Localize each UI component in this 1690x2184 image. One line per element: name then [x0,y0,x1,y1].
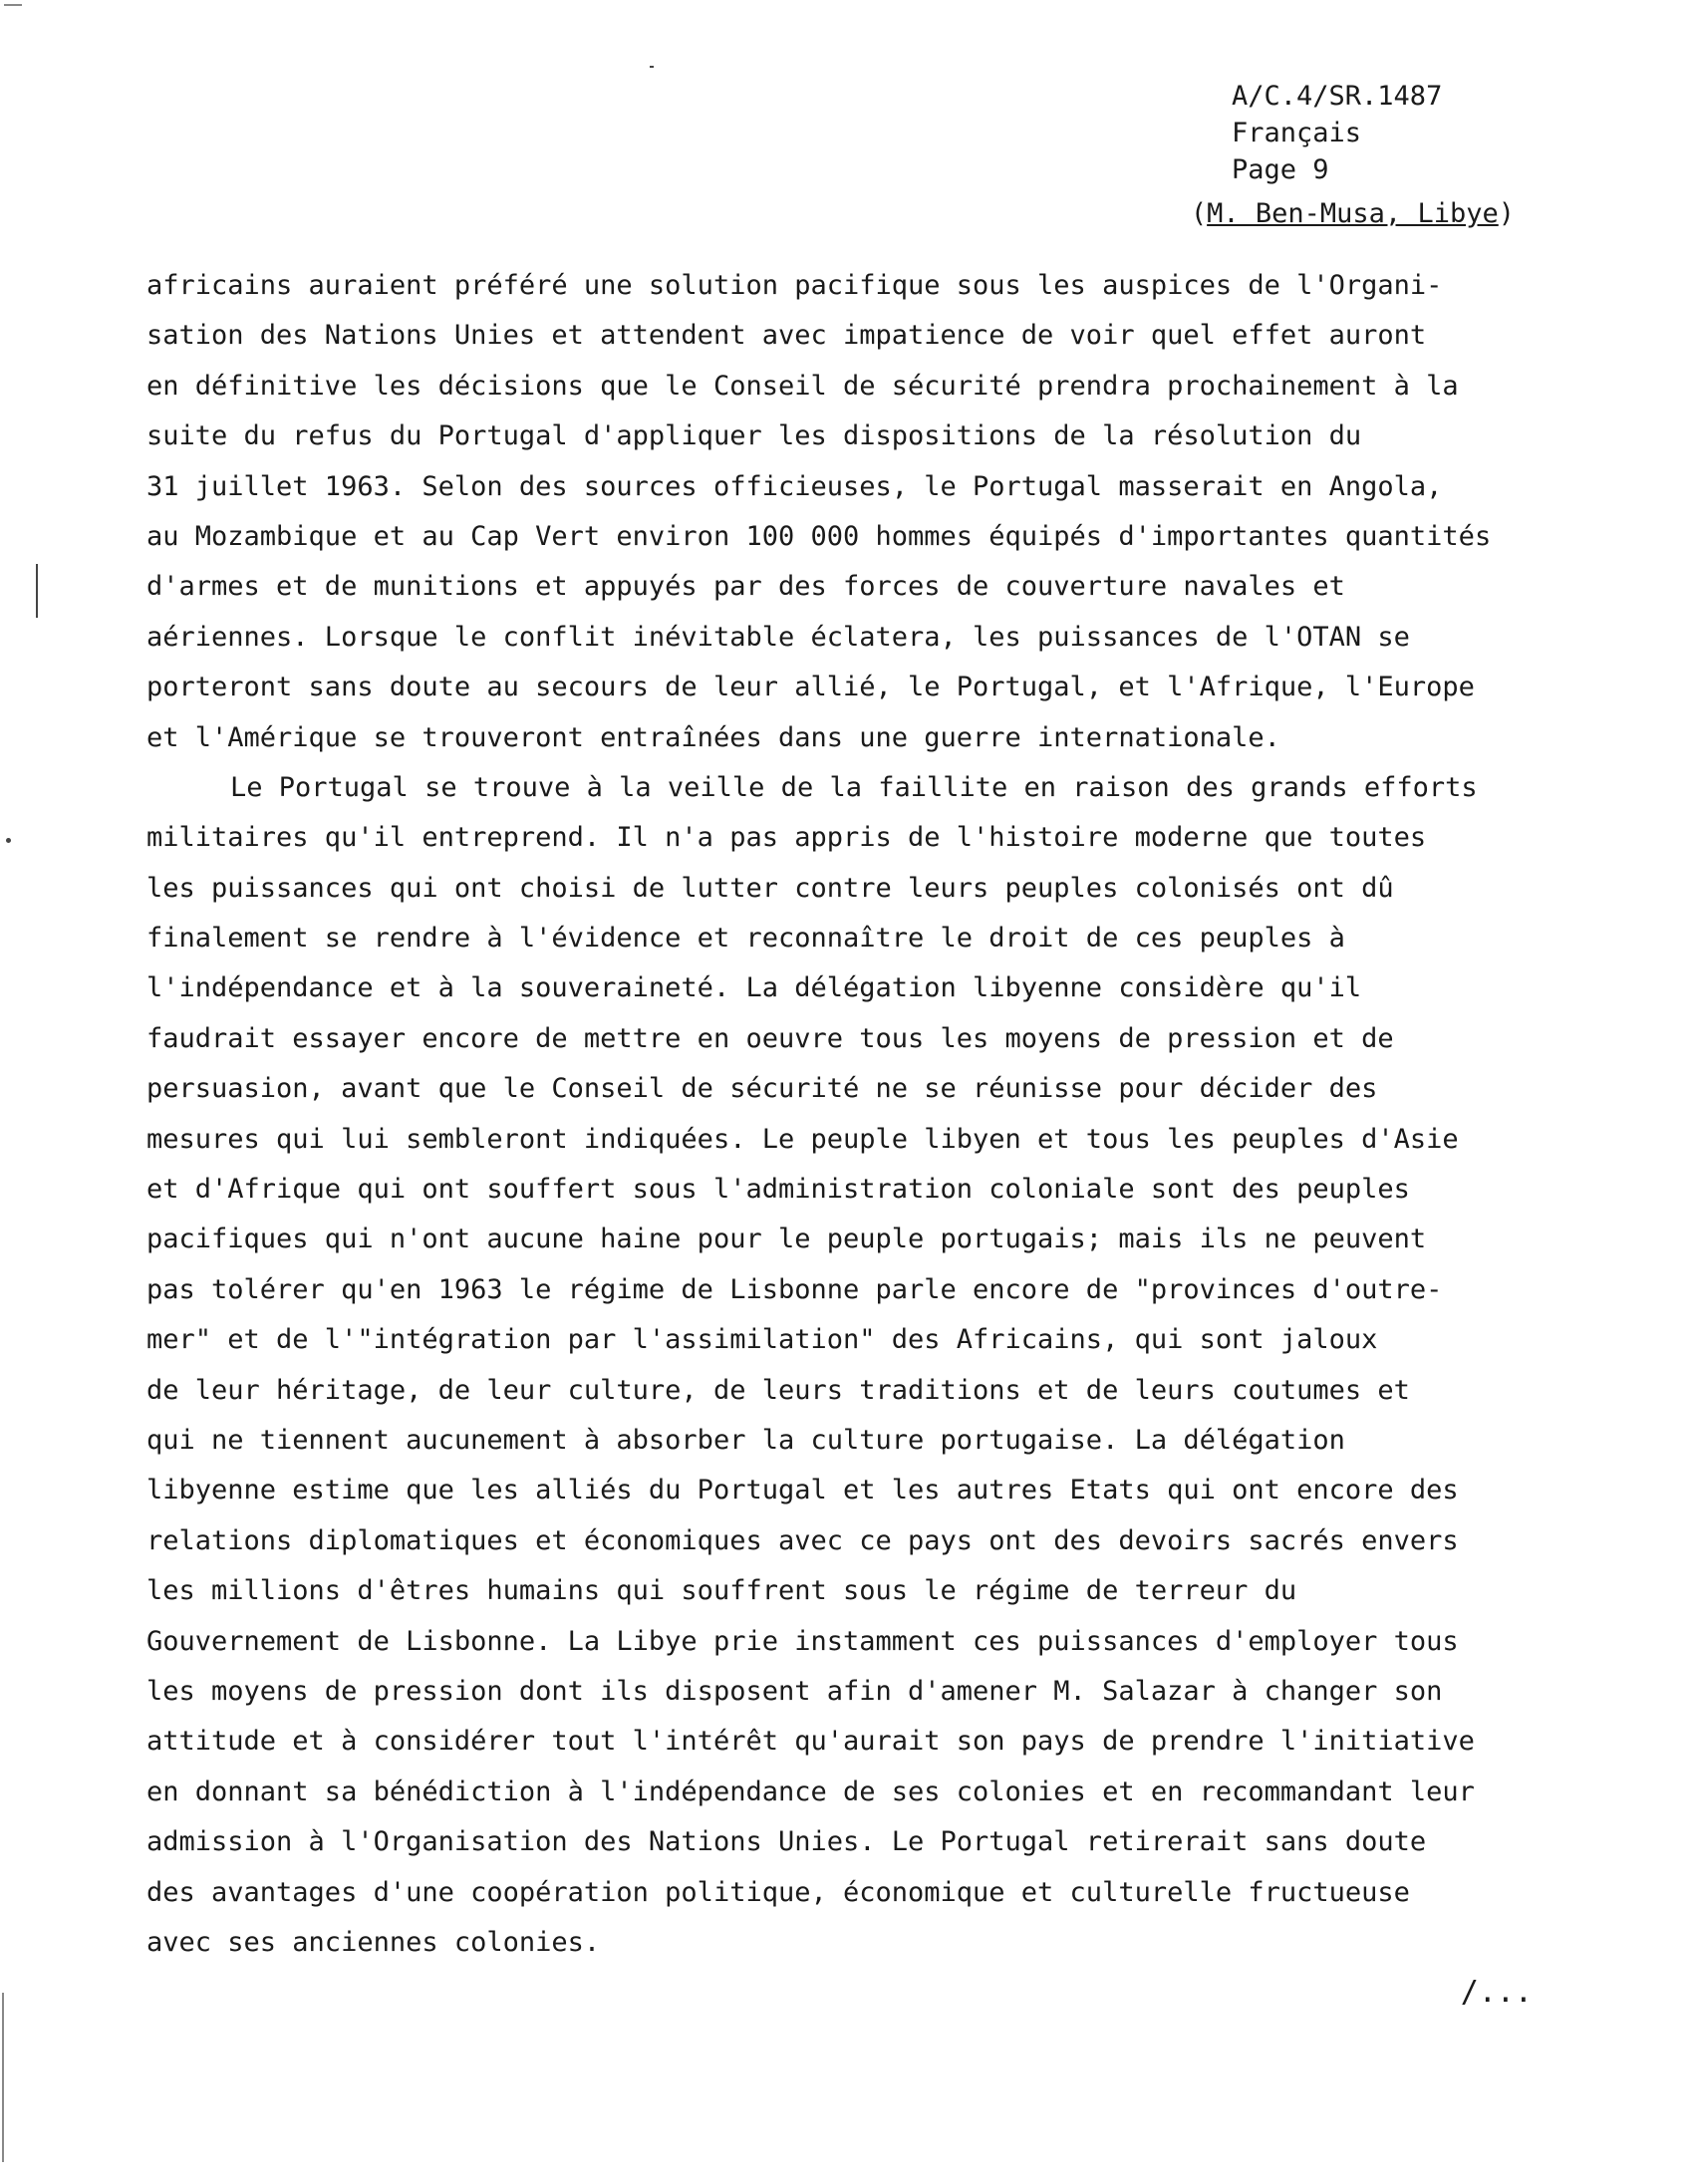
continuation-marker: /... [1460,1975,1533,2010]
page-number: Page 9 [1232,154,1329,185]
text-line: avec ses anciennes colonies. [146,1926,601,1958]
text-line: admission à l'Organisation des Nations Unies. Le Portugal retirerait sans doute [146,1826,1427,1858]
text-line: persuasion, avant que le Conseil de sécurité ne se réunisse pour décider des [146,1073,1378,1105]
text-line: qui ne tiennent aucunement à absorber la culture portugaise. La délégation [146,1424,1345,1456]
text-line: de leur héritage, de leur culture, de leurs traditions et de leurs coutumes et [146,1374,1410,1406]
text-line: finalement se rendre à l'évidence et reconnaître le droit de ces peuples à [146,923,1345,955]
text-line: attitude et à considérer tout l'intérêt qu'aurait son pays de prendre l'initiative [146,1726,1475,1758]
text-line: l'indépendance et à la souveraineté. La délégation libyenne considère qu'il [146,972,1362,1004]
text-line: porteront sans doute au secours de leur allié, le Portugal, et l'Afrique, l'Europe [146,672,1475,703]
text-line: les puissances qui ont choisi de lutter contre leurs peuples colonisés ont dû [146,872,1394,904]
document-language: Français [1232,118,1362,148]
text-line: des avantages d'une coopération politique, économique et culturelle fructueuse [146,1876,1410,1908]
text-line: au Mozambique et au Cap Vert environ 100 000 hommes équipés d'importantes quantités [146,520,1492,552]
text-line: et l'Amérique se trouveront entraînées dans une guerre internationale. [146,721,1280,753]
text-line: aériennes. Lorsque le conflit inévitable éclatera, les puissances de l'OTAN se [146,621,1410,653]
text-line: sation des Nations Unies et attendent avec impatience de voir quel effet auront [146,320,1427,352]
text-line: Gouvernement de Lisbonne. La Libye prie instamment ces puissances d'employer tous [146,1625,1459,1657]
paragraph-start-line: Le Portugal se trouve à la veille de la faillite en raison des grands efforts [230,771,1478,803]
speaker-open-paren: ( [1190,198,1208,229]
text-line: faudrait essayer encore de mettre en oeuvre tous les moyens de pression et de [146,1022,1394,1054]
text-line: militaires qu'il entreprend. Il n'a pas appris de l'histoire moderne que toutes [146,822,1427,854]
document-symbol: A/C.4/SR.1487 [1232,81,1443,112]
text-line: pas tolérer qu'en 1963 le régime de Lisbonne parle encore de "provinces d'outre- [146,1273,1443,1305]
text-line: d'armes et de munitions et appuyés par des forces de couverture navales et [146,571,1345,603]
text-line: en définitive les décisions que le Conseil de sécurité prendra prochainement à la [146,370,1459,402]
text-line: libyenne estime que les alliés du Portugal et les autres Etats qui ont encore des [146,1475,1459,1506]
speaker-name: M. Ben-Musa, Libye [1207,198,1499,229]
text-line: africains auraient préféré une solution pacifique sous les auspices de l'Organi- [146,270,1443,301]
text-line: mer" et de l'"intégration par l'assimilation" des Africains, qui sont jaloux [146,1324,1378,1356]
body-text [146,261,1542,1968]
text-line: en donnant sa bénédiction à l'indépendance de ses colonies et en recommandant leur [146,1775,1475,1807]
text-line: les millions d'êtres humains qui souffrent sous le régime de terreur du [146,1575,1297,1607]
text-line: 31 juillet 1963. Selon des sources officieuses, le Portugal masserait en Angola, [146,470,1443,502]
scan-mark [650,66,654,68]
speaker-close-paren: ) [1498,198,1515,229]
scan-mark [2,1993,4,2162]
text-line: mesures qui lui sembleront indiquées. Le peuple libyen et tous les peuples d'Asie [146,1123,1459,1155]
scan-mark [4,4,22,6]
text-line: les moyens de pression dont ils disposent afin d'amener M. Salazar à changer son [146,1675,1443,1707]
scan-mark [36,564,38,618]
text-line: et d'Afrique qui ont souffert sous l'administration coloniale sont des peuples [146,1174,1410,1206]
document-header [1232,78,1442,188]
scan-mark [6,838,11,843]
text-line: relations diplomatiques et économiques avec ce pays ont des devoirs sacrés envers [146,1524,1459,1556]
text-line: suite du refus du Portugal d'appliquer les dispositions de la résolution du [146,420,1362,452]
speaker-attribution [1191,195,1515,232]
text-line: pacifiques qui n'ont aucune haine pour le peuple portugais; mais ils ne peuvent [146,1224,1427,1255]
